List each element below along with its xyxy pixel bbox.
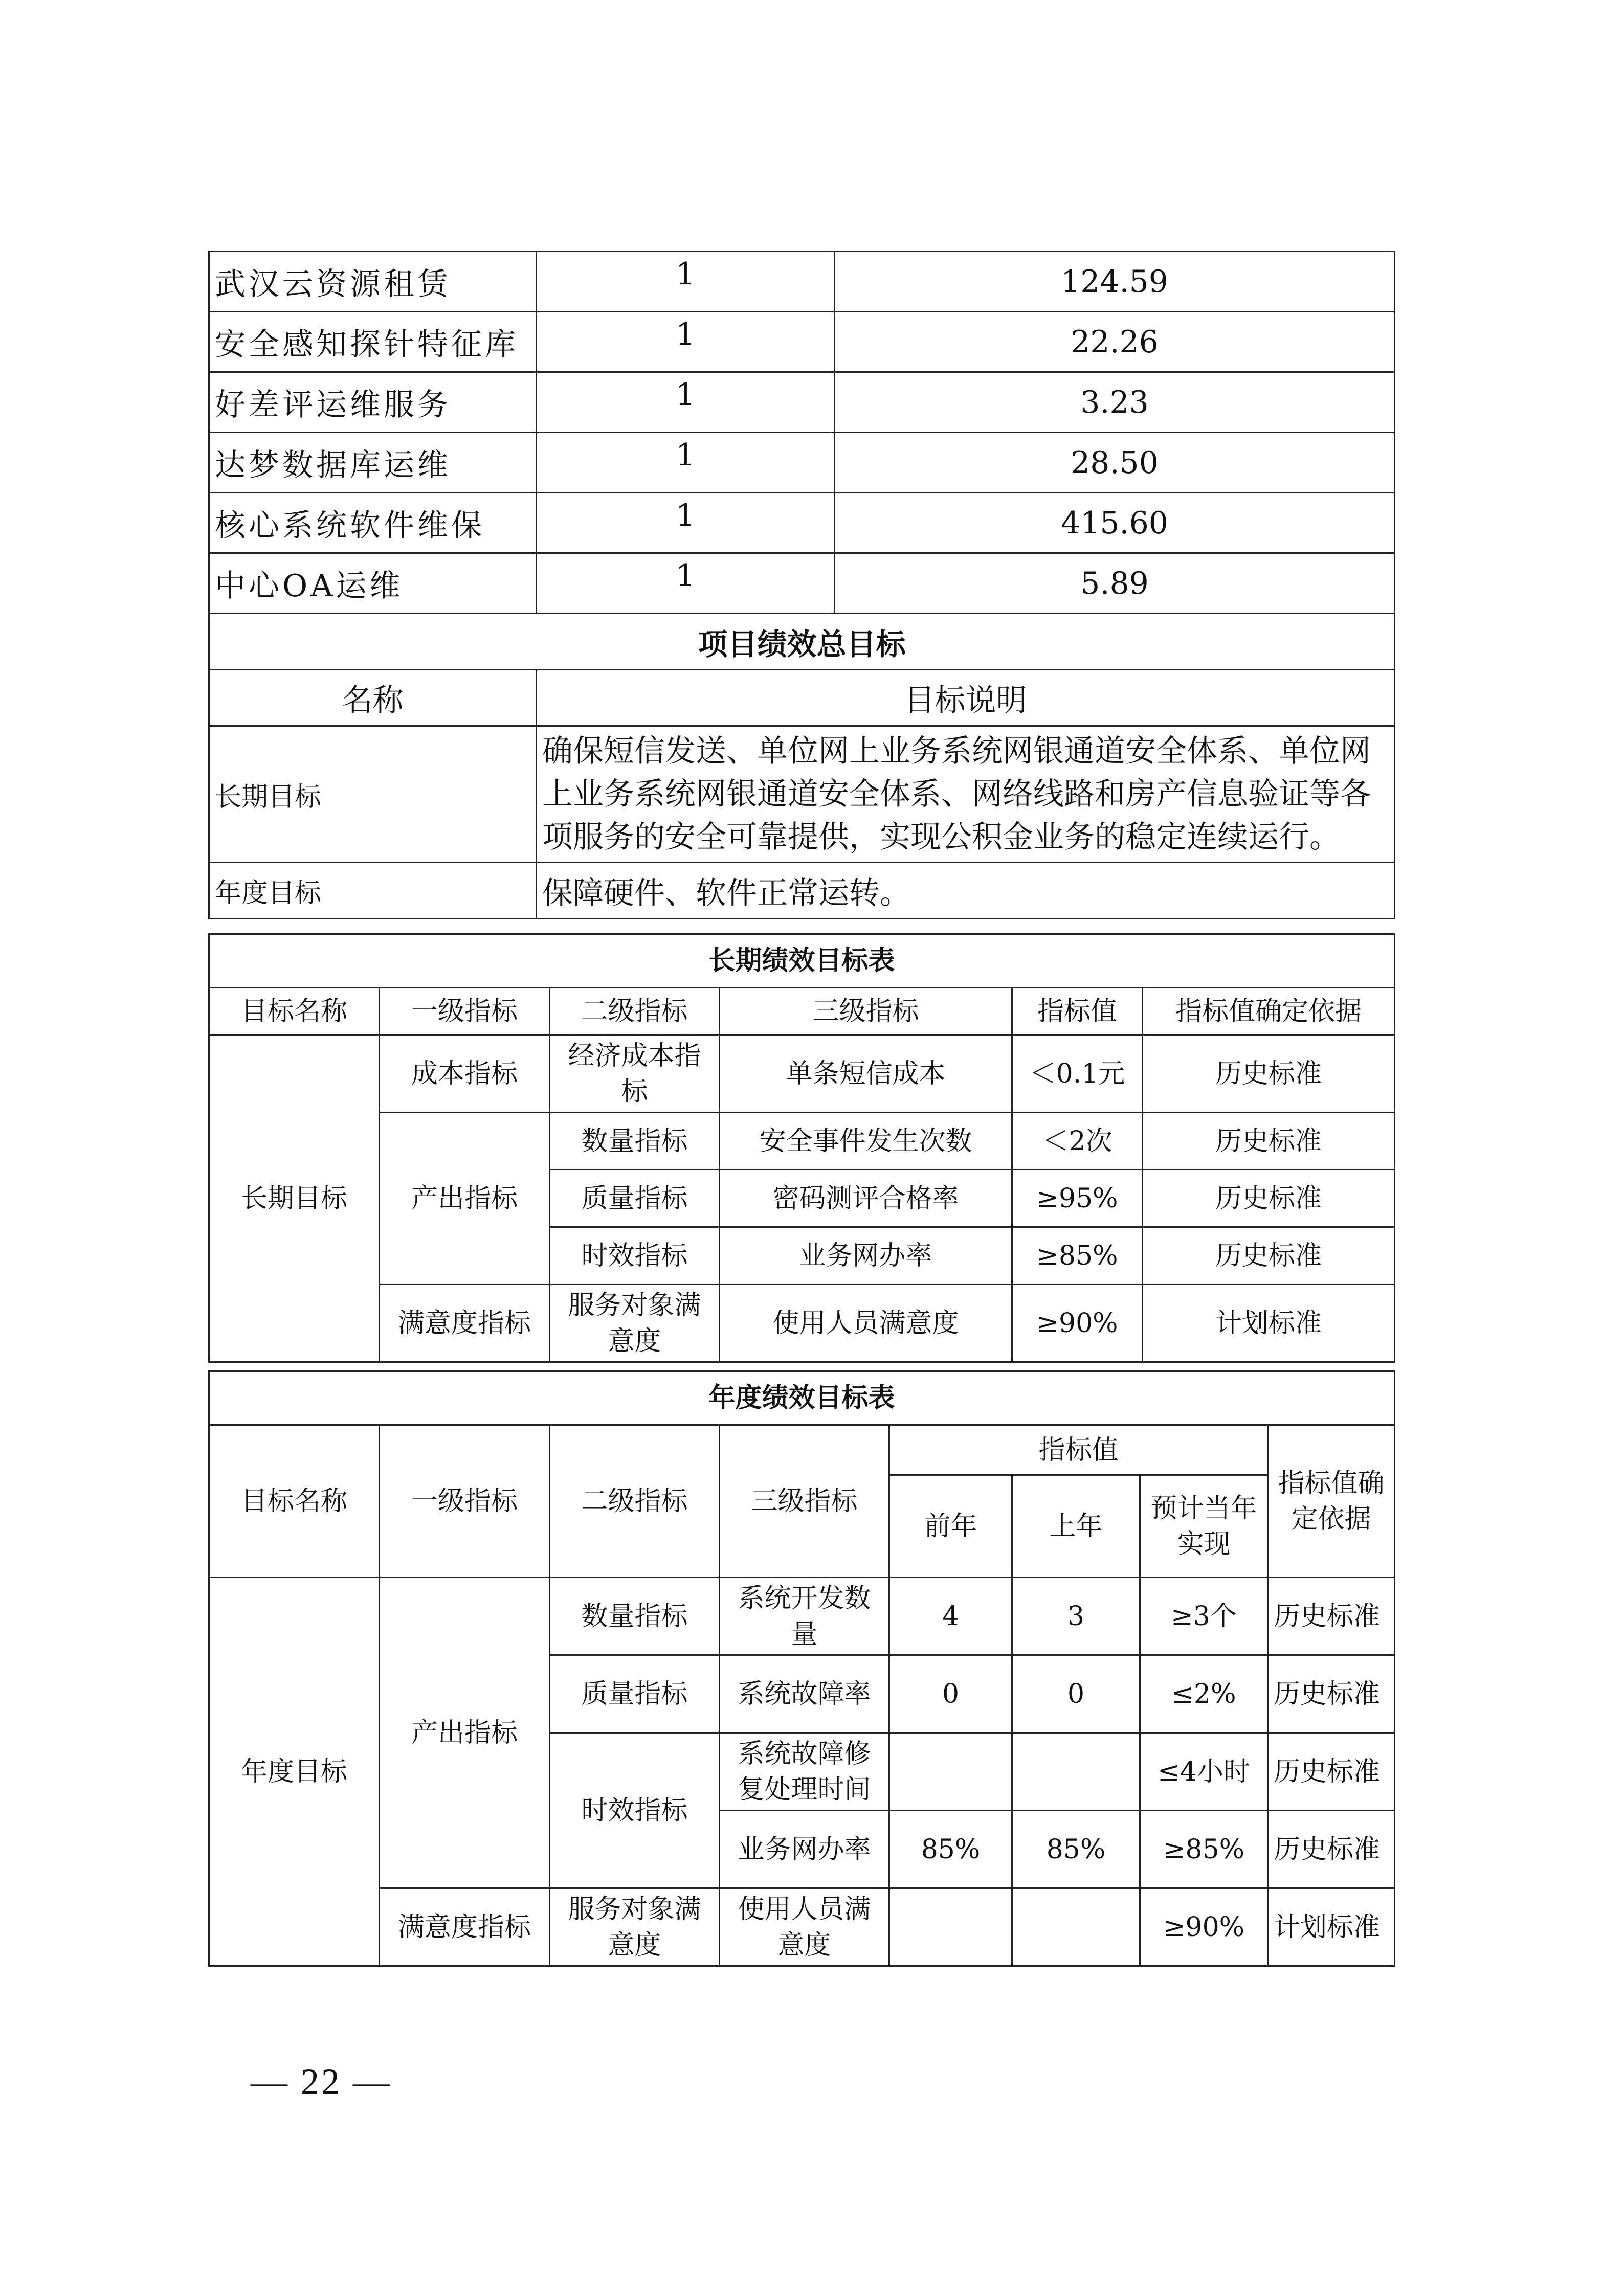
level1-output: 产出指标 (380, 1578, 550, 1888)
table-row (209, 493, 1395, 553)
item-amount: 22.26 (835, 312, 1395, 372)
header-level1: 一级指标 (380, 1425, 550, 1578)
header-level2: 二级指标 (550, 988, 720, 1035)
section-header-row (209, 614, 1395, 670)
table-row (209, 312, 1395, 372)
basis: 历史标准 (1143, 1035, 1395, 1113)
level3: 业务网办率 (720, 1227, 1012, 1285)
table-row (209, 1113, 1395, 1170)
section-header-row (209, 934, 1395, 988)
basis: 历史标准 (1268, 1578, 1395, 1655)
basis: 历史标准 (1143, 1170, 1395, 1227)
level2: 数量指标 (550, 1113, 720, 1170)
level2: 服务对象满意度 (550, 1285, 720, 1362)
item-qty: 1 (537, 372, 835, 433)
header-goal-name: 目标名称 (209, 1425, 380, 1578)
item-name: 安全感知探针特征库 (209, 312, 537, 372)
last-year-value: 0 (1012, 1655, 1140, 1733)
prev-year-value: 4 (889, 1578, 1012, 1655)
long-term-target-table (208, 933, 1395, 1363)
level3: 系统故障率 (720, 1655, 889, 1733)
target-value: ＜0.1元 (1012, 1035, 1143, 1113)
table-row (209, 1578, 1395, 1655)
level1-cost: 成本指标 (380, 1035, 550, 1113)
level3: 业务网办率 (720, 1811, 889, 1888)
level3: 密码测评合格率 (720, 1170, 1012, 1227)
header-value: 指标值 (1012, 988, 1143, 1035)
level2-quantity: 数量指标 (550, 1578, 720, 1655)
level3: 单条短信成本 (720, 1035, 1012, 1113)
header-basis: 指标值确定依据 (1143, 988, 1395, 1035)
header-value-group: 指标值 (889, 1425, 1268, 1475)
col-desc-header: 目标说明 (537, 670, 1395, 726)
item-qty: 1 (537, 433, 835, 493)
expected-value: ≤2% (1140, 1655, 1268, 1733)
annual-label: 年度目标 (209, 863, 537, 919)
item-qty: 1 (537, 312, 835, 372)
item-name: 达梦数据库运维 (209, 433, 537, 493)
item-amount: 5.89 (835, 553, 1395, 614)
level1-satisfaction: 满意度指标 (380, 1888, 550, 1966)
level2-quality: 质量指标 (550, 1655, 720, 1733)
col-name-header: 名称 (209, 670, 537, 726)
level1-satisfaction: 满意度指标 (380, 1285, 550, 1362)
header-basis: 指标值确定依据 (1268, 1425, 1395, 1578)
basis: 计划标准 (1143, 1285, 1395, 1362)
goal-name: 年度目标 (209, 1578, 380, 1966)
expected-value: ≥90% (1140, 1888, 1268, 1966)
level1-output: 产出指标 (380, 1113, 550, 1285)
target-value: ＜2次 (1012, 1113, 1143, 1170)
level2-satisfaction: 服务对象满意度 (550, 1888, 720, 1966)
long-term-table-title: 长期绩效目标表 (209, 934, 1395, 988)
annual-target-table (208, 1370, 1395, 1967)
level3: 系统开发数量 (720, 1578, 889, 1655)
header-level1: 一级指标 (380, 988, 550, 1035)
annual-description: 保障硬件、软件正常运转。 (537, 863, 1395, 919)
header-level3: 三级指标 (720, 1425, 889, 1578)
expected-value: ≥85% (1140, 1811, 1268, 1888)
header-goal-name: 目标名称 (209, 988, 380, 1035)
table-row (209, 252, 1395, 312)
level2: 经济成本指标 (550, 1035, 720, 1113)
last-year-value: 85% (1012, 1811, 1140, 1888)
target-value: ≥90% (1012, 1285, 1143, 1362)
item-amount: 3.23 (835, 372, 1395, 433)
level3: 安全事件发生次数 (720, 1113, 1012, 1170)
basis: 历史标准 (1268, 1655, 1395, 1733)
basis: 历史标准 (1143, 1113, 1395, 1170)
level2: 质量指标 (550, 1170, 720, 1227)
overall-goal-title: 项目绩效总目标 (209, 614, 1395, 670)
level2: 时效指标 (550, 1227, 720, 1285)
header-prev-year: 前年 (889, 1475, 1012, 1578)
header-row (209, 988, 1395, 1035)
item-amount: 124.59 (835, 252, 1395, 312)
header-last-year: 上年 (1012, 1475, 1140, 1578)
item-name: 武汉云资源租赁 (209, 252, 537, 312)
header-row (209, 1425, 1395, 1475)
prev-year-value: 85% (889, 1811, 1012, 1888)
item-qty: 1 (537, 252, 835, 312)
item-name: 中心OA运维 (209, 553, 537, 614)
last-year-value (1012, 1888, 1140, 1966)
basis: 计划标准 (1268, 1888, 1395, 1966)
annual-table-title: 年度绩效目标表 (209, 1371, 1395, 1425)
expected-value: ≥3个 (1140, 1578, 1268, 1655)
header-level3: 三级指标 (720, 988, 1012, 1035)
table-row (209, 1285, 1395, 1362)
item-amount: 28.50 (835, 433, 1395, 493)
level3: 使用人员满意度 (720, 1285, 1012, 1362)
table-row (209, 433, 1395, 493)
prev-year-value (889, 1733, 1012, 1811)
header-level2: 二级指标 (550, 1425, 720, 1578)
table-row (209, 372, 1395, 433)
basis: 历史标准 (1143, 1227, 1395, 1285)
page-number: — 22 — (251, 2061, 392, 2102)
prev-year-value (889, 1888, 1012, 1966)
basis: 历史标准 (1268, 1811, 1395, 1888)
header-expected: 预计当年实现 (1140, 1475, 1268, 1578)
last-year-value: 3 (1012, 1578, 1140, 1655)
table-row (209, 670, 1395, 726)
table-row (209, 863, 1395, 919)
target-value: ≥95% (1012, 1170, 1143, 1227)
budget-and-overall-table (208, 251, 1395, 919)
level3: 系统故障修复处理时间 (720, 1733, 889, 1811)
item-amount: 415.60 (835, 493, 1395, 553)
item-name: 核心系统软件维保 (209, 493, 537, 553)
table-row (209, 1035, 1395, 1113)
long-term-description: 确保短信发送、单位网上业务系统网银通道安全体系、单位网上业务系统网银通道安全体系、网络线路和房产信息验证等各项服务的安全可靠提供，实现公积金业务的稳定连续运行。 (537, 726, 1395, 863)
item-qty: 1 (537, 553, 835, 614)
table-row (209, 726, 1395, 863)
item-qty: 1 (537, 493, 835, 553)
level2-timeliness: 时效指标 (550, 1733, 720, 1888)
level3: 使用人员满意度 (720, 1888, 889, 1966)
last-year-value (1012, 1733, 1140, 1811)
table-row (209, 1888, 1395, 1966)
section-header-row (209, 1371, 1395, 1425)
prev-year-value: 0 (889, 1655, 1012, 1733)
basis: 历史标准 (1268, 1733, 1395, 1811)
long-term-label: 长期目标 (209, 726, 537, 863)
target-value: ≥85% (1012, 1227, 1143, 1285)
table-row (209, 553, 1395, 614)
expected-value: ≤4小时 (1140, 1733, 1268, 1811)
goal-name: 长期目标 (209, 1035, 380, 1362)
item-name: 好差评运维服务 (209, 372, 537, 433)
